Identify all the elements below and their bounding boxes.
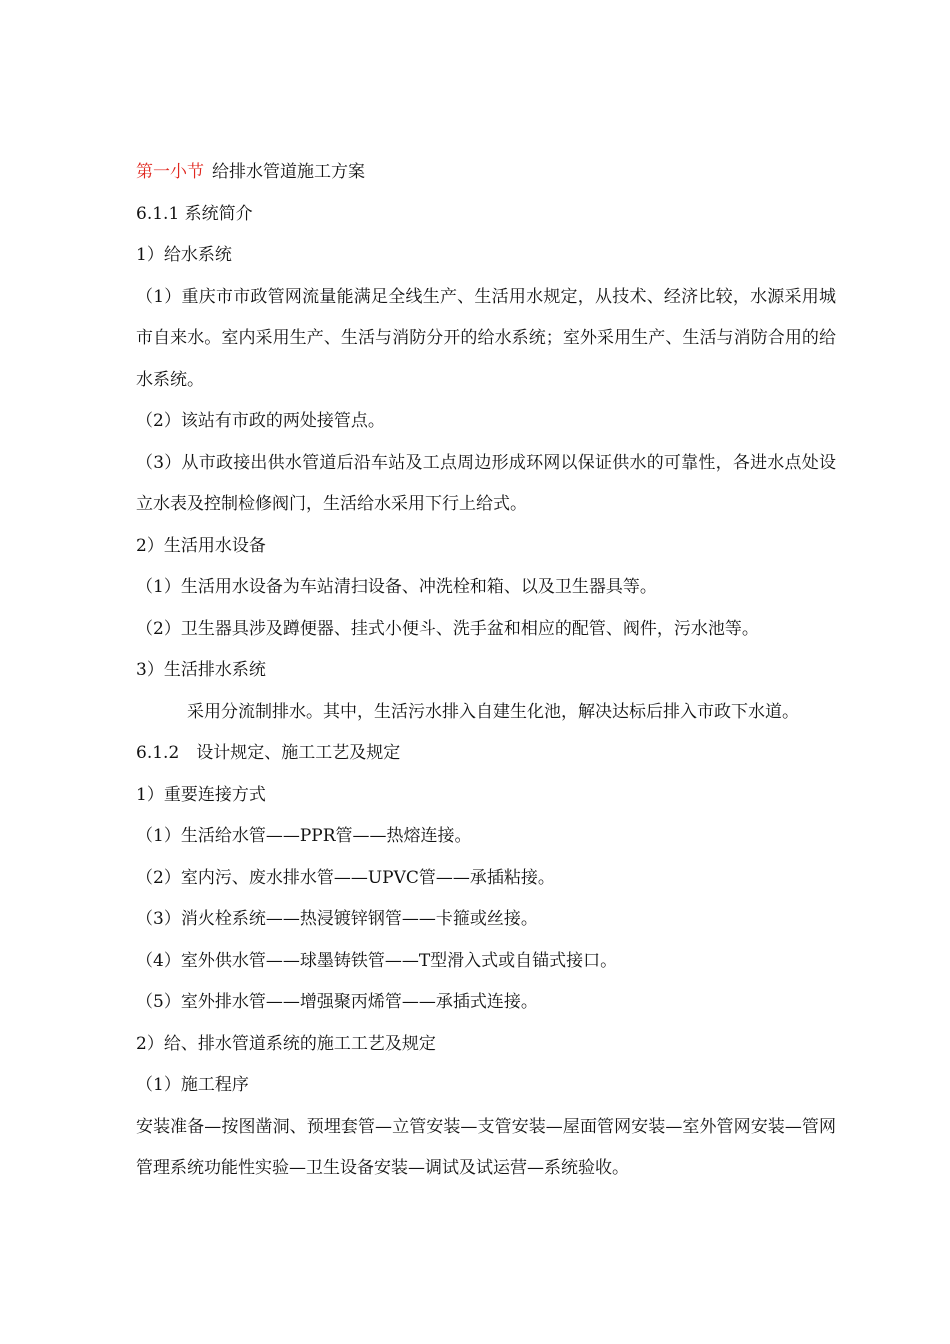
paragraph-equipment-list: （1）生活用水设备为车站清扫设备、冲洗栓和箱、以及卫生器具等。 [136, 577, 657, 597]
list-item-ductile-iron: （4）室外供水管——球墨铸铁管——T型滑入式或自锚式接口。 [136, 950, 618, 971]
paragraph-separate-drainage: 采用分流制排水。其中，生活污水排入自建生化池，解决达标后排入市政下水道。 [187, 701, 799, 722]
heading-water-supply-system: 1）给水系统 [136, 245, 232, 265]
paragraph-connection-points: （2）该站有市政的两处接管点。 [136, 411, 385, 431]
list-item-upvc: （2）室内污、废水排水管——UPVC管——承插粘接。 [136, 867, 555, 888]
heading-connection-methods: 1）重要连接方式 [136, 784, 266, 805]
heading-domestic-water-equipment: 2）生活用水设备 [136, 535, 266, 556]
heading-construction-procedure: （1）施工程序 [136, 1075, 249, 1095]
paragraph-sanitary-fixtures: （2）卫生器具涉及蹲便器、挂式小便斗、洗手盆和相应的配管、阀件，污水池等。 [136, 618, 759, 639]
list-item-hydrant: （3）消火栓系统——热浸镀锌钢管——卡箍或丝接。 [136, 909, 538, 929]
section-label: 第一小节 [136, 162, 204, 182]
section-title: 给排水管道施工方案 [212, 162, 365, 182]
section-heading [136, 152, 836, 194]
subsection-heading-6-1-1: 6.1.1 系统简介 [136, 203, 253, 224]
heading-construction-process: 2）给、排水管道系统的施工工艺及规定 [136, 1033, 436, 1054]
list-item-ppr: （1）生活给水管——PPR管——热熔连接。 [136, 826, 472, 846]
paragraph-water-source: （1）重庆市市政管网流量能满足全线生产、生活用水规定，从技术、经济比较，水源采用城市自来水。室内采用生产、生活与消防分开的给水系统；室外采用生产、生活与消防合用的给水系统。 [136, 286, 836, 390]
paragraph-ring-network: （3）从市政接出供水管道后沿车站及工点周边形成环网以保证供水的可靠性，各进水点处设立水表及控制检修阀门，生活给水采用下行上给式。 [136, 452, 836, 514]
paragraph-procedure-steps: 安装准备—按图凿洞、预埋套管—立管安装—支管安装—屋面管网安装—室外管网安装—管网管理系统功能性实验—卫生设备安装—调试及试运营—系统验收。 [136, 1116, 836, 1178]
heading-drainage-system: 3）生活排水系统 [136, 660, 266, 680]
list-item-polypropylene: （5）室外排水管——增强聚丙烯管——承插式连接。 [136, 992, 538, 1012]
subsection-heading-6-1-2: 6.1.2 设计规定、施工工艺及规定 [136, 743, 401, 763]
document-body [136, 152, 836, 1190]
